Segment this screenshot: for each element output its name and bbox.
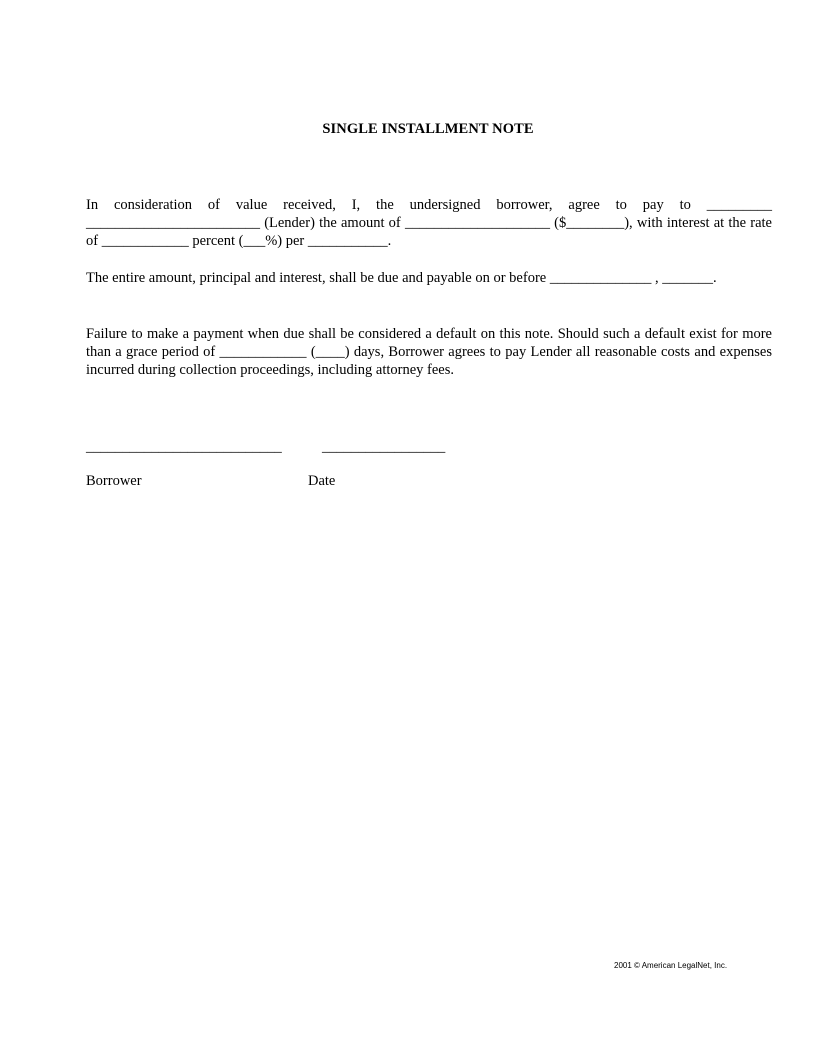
paragraph-due-date: The entire amount, principal and interest, shall be due and payable on or before ______________ , _______.: [86, 270, 717, 286]
paragraph-payment-terms: In consideration of value received, I, the undersigned borrower, agree to pay to _________ ________________________ (Lender) the amount of ____________________ ($________), with interest at the rate of ____________ percent (___%) per ___________.: [86, 197, 772, 249]
borrower-label: Borrower: [86, 473, 142, 489]
copyright-footer: 2001 © American LegalNet, Inc.: [614, 961, 728, 970]
paragraph-default-terms: Failure to make a payment when due shall be considered a default on this note. Should such a default exist for more than a grace period of ____________ (____) days, Borrower agrees to pay Lender all reasonable costs and expenses incurred during collection proceedings, including attorney fees.: [86, 326, 772, 378]
date-label: Date: [308, 473, 336, 489]
borrower-signature-line: ___________________________: [86, 439, 282, 455]
document-title: SINGLE INSTALLMENT NOTE: [322, 121, 534, 137]
date-signature-line: _________________: [322, 439, 446, 455]
